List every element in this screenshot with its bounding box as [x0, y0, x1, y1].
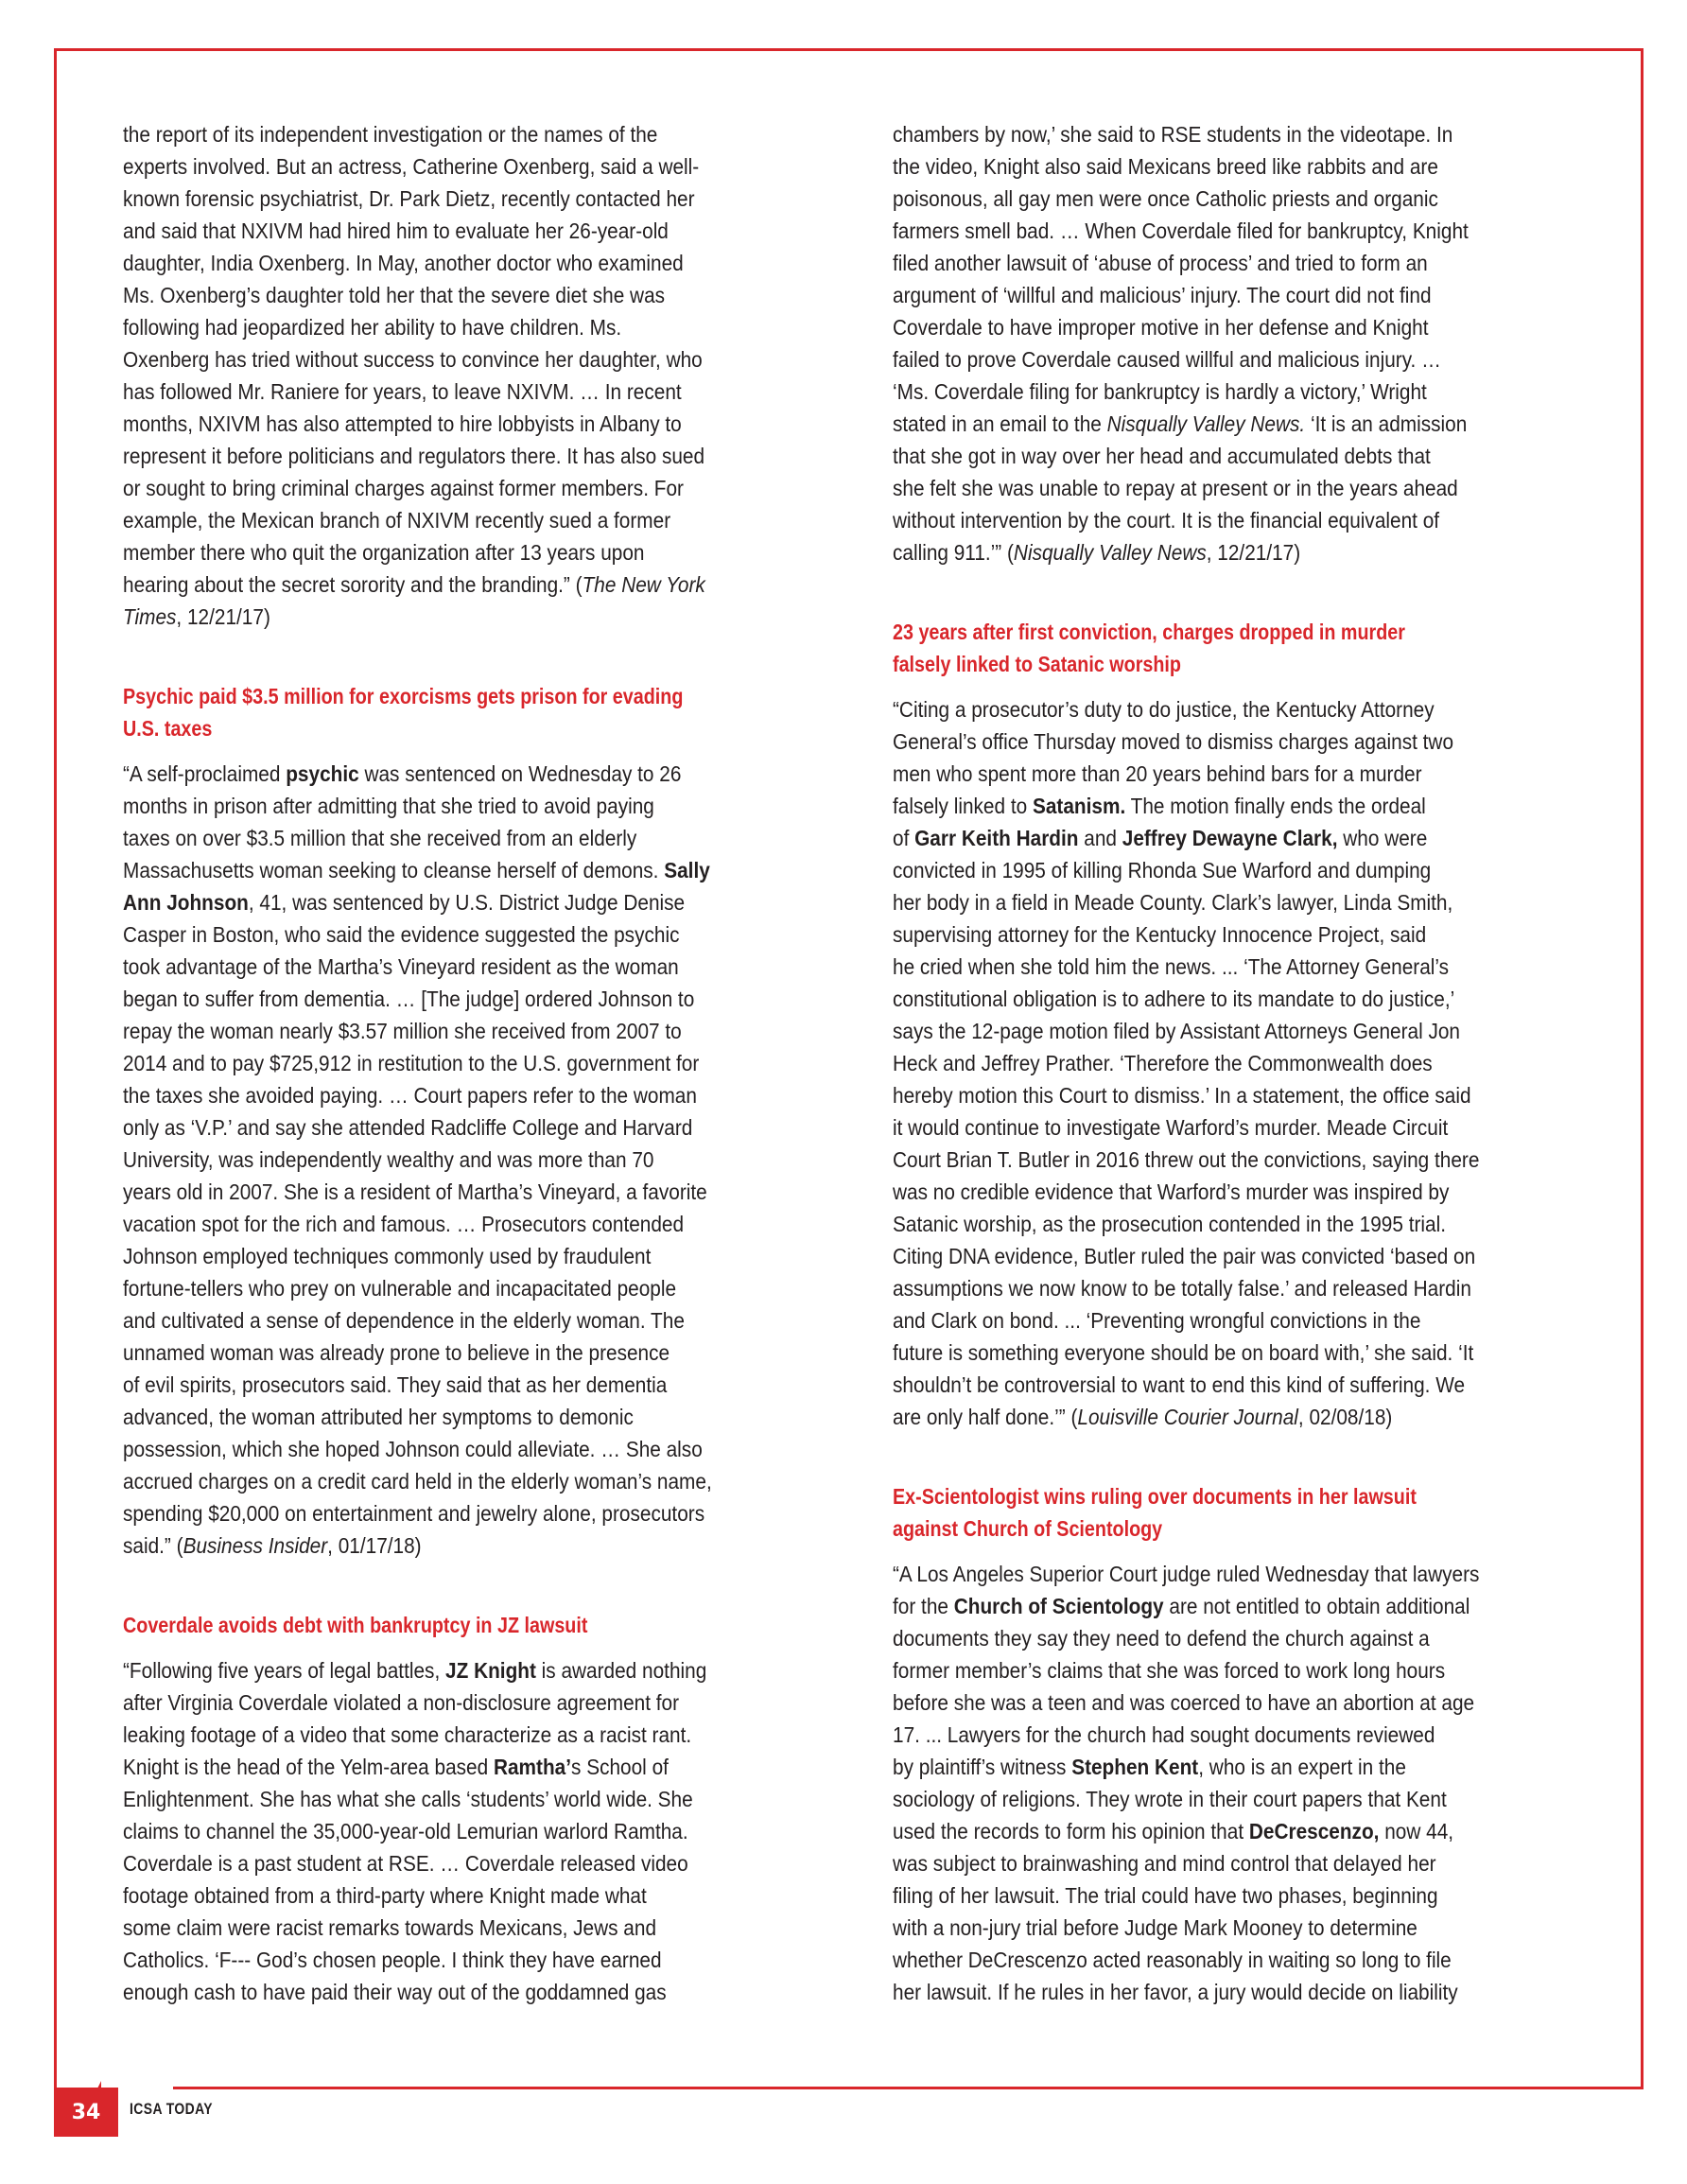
magazine-title: ICSA TODAY — [130, 2100, 214, 2118]
text-line — [893, 1686, 1562, 1719]
text-line — [893, 343, 1562, 376]
text-run: was sentenced on Wednesday to 26 — [358, 761, 682, 786]
text-run: is awarded nothing — [535, 1658, 707, 1683]
text-run: sociology of religions. They wrote in their court papers that Kent — [893, 1787, 1447, 1811]
text-line — [123, 1111, 792, 1144]
text-run: possession, which she hoped Johnson could alleviate. … She also — [123, 1437, 703, 1461]
text-run: falsely linked to — [893, 794, 1033, 818]
text-line — [123, 758, 792, 790]
text-run: Casper in Boston, who said the evidence suggested the psychic — [123, 922, 680, 947]
text-line — [893, 1015, 1562, 1047]
italic-source: Nisqually Valley News — [1013, 540, 1207, 565]
text-line — [123, 886, 792, 918]
text-line — [123, 1719, 792, 1751]
text-line — [123, 1433, 792, 1465]
text-run: repay the woman nearly $3.57 million she received from 2007 to — [123, 1019, 682, 1043]
text-line — [893, 1976, 1562, 2008]
text-run: documents they say they need to defend the church against a — [893, 1626, 1430, 1651]
text-line — [893, 1912, 1562, 1944]
text-line — [123, 1912, 792, 1944]
text-run: calling 911.’” ( — [893, 540, 1014, 565]
text-run: accrued charges on a credit card held in the elderly woman’s name, — [123, 1469, 712, 1494]
text-line — [123, 1240, 792, 1272]
section-spacer — [123, 1562, 879, 1609]
text-line — [123, 536, 792, 568]
text-line — [123, 1304, 792, 1337]
text-run: spending $20,000 on entertainment and jewelry alone, prosecutors — [123, 1501, 705, 1526]
text-line — [893, 1480, 1528, 1512]
article-paragraph — [123, 758, 879, 1562]
text-line — [123, 118, 792, 150]
text-run: claims to channel the 35,000-year-old Lemurian warlord Ramtha. — [123, 1819, 688, 1843]
text-run: that she got in way over her head and accumulated debts that — [893, 444, 1431, 468]
text-line — [893, 1815, 1562, 1847]
text-run: it would continue to investigate Warford’s murder. Meade Circuit — [893, 1115, 1449, 1140]
text-run: enough cash to have paid their way out of the goddamned gas — [123, 1980, 667, 2004]
article-headline — [123, 680, 879, 744]
text-line — [893, 918, 1562, 951]
text-line — [893, 1654, 1562, 1686]
text-run: Catholics. ‘F--- God’s chosen people. I think they have earned — [123, 1948, 662, 1972]
text-run: some claim were racist remarks towards Mexicans, Jews and — [123, 1915, 657, 1940]
text-run: Satanic worship, as the prosecution contended in the 1995 trial. — [893, 1212, 1447, 1236]
text-run: whether DeCrescenzo acted reasonably in waiting so long to file — [893, 1948, 1452, 1972]
text-run: , 41, was sentenced by U.S. District Judge Denise — [248, 890, 686, 915]
text-run: Oxenberg has tried without success to convince her daughter, who — [123, 347, 703, 372]
bold-text: Ramtha’ — [493, 1755, 572, 1779]
text-line — [893, 1369, 1562, 1401]
text-run: , 01/17/18) — [327, 1533, 422, 1558]
text-run: Massachusetts woman seeking to cleanse herself of demons. — [123, 858, 665, 882]
text-line — [123, 1529, 792, 1562]
text-run: “Citing a prosecutor’s duty to do justice, the Kentucky Attorney — [893, 697, 1435, 722]
text-line — [123, 1401, 792, 1433]
text-line — [893, 1208, 1562, 1240]
text-run: , who is an expert in the — [1198, 1755, 1406, 1779]
text-line — [893, 247, 1562, 279]
text-line — [123, 680, 758, 712]
headline-gap — [893, 680, 1649, 693]
text-line — [893, 983, 1562, 1015]
text-run: of evil spirits, prosecutors said. They said that as her dementia — [123, 1372, 668, 1397]
text-line — [893, 1176, 1562, 1208]
text-run: former member’s claims that she was forced to work long hours — [893, 1658, 1446, 1683]
text-run: and said that NXIVM had hired him to evaluate her 26-year-old — [123, 218, 669, 243]
text-run: shouldn’t be controversial to want to end this kind of suffering. We — [893, 1372, 1466, 1397]
text-line — [893, 215, 1562, 247]
text-run: Coverdale to have improper motive in her defense and Knight — [893, 315, 1429, 340]
text-run: Coverdale is a past student at RSE. … Coverdale released video — [123, 1851, 688, 1876]
text-line — [123, 1783, 792, 1815]
italic-source: The New York — [582, 572, 705, 597]
text-run: failed to prove Coverdale caused willful and malicious injury. … — [893, 347, 1441, 372]
text-run: “A self-proclaimed — [123, 761, 287, 786]
text-run: advanced, the woman attributed her symptoms to demonic — [123, 1405, 634, 1429]
text-run: and — [1078, 826, 1122, 850]
text-run: only as ‘V.P.’ and say she attended Radcliffe College and Harvard — [123, 1115, 693, 1140]
text-run: following had jeopardized her ability to have children. Ms. — [123, 315, 622, 340]
text-run: her body in a field in Meade County. Clark’s lawyer, Linda Smith, — [893, 890, 1453, 915]
text-line — [893, 1944, 1562, 1976]
text-run: constitutional obligation is to adhere to its mandate to do justice,’ — [893, 987, 1455, 1011]
text-line — [893, 1401, 1562, 1433]
text-run: , 12/21/17) — [1206, 540, 1301, 565]
text-line — [893, 408, 1562, 440]
text-run: has followed Mr. Raniere for years, to leave NXIVM. … In recent — [123, 379, 682, 404]
text-run: Citing DNA evidence, Butler ruled the pair was convicted ‘based on — [893, 1244, 1476, 1268]
italic-source: Nisqually Valley News. — [1106, 411, 1306, 436]
text-line — [893, 1719, 1562, 1751]
text-line — [123, 247, 792, 279]
text-run: stated in an email to the — [893, 411, 1107, 436]
headline-gap — [123, 1641, 879, 1654]
text-run: or sought to bring criminal charges against former members. For — [123, 476, 684, 500]
bold-text: Garr Keith Hardin — [914, 826, 1079, 850]
text-run: men who spent more than 20 years behind bars for a murder — [893, 761, 1422, 786]
text-run: said.” ( — [123, 1533, 183, 1558]
text-line — [123, 311, 792, 343]
bold-text: Sally — [664, 858, 710, 882]
bold-text: Satanism. — [1032, 794, 1126, 818]
text-run: against Church of Scientology — [893, 1516, 1163, 1541]
text-line — [123, 1654, 792, 1686]
text-line — [123, 440, 792, 472]
text-line — [893, 854, 1562, 886]
text-line — [893, 1047, 1562, 1079]
text-run: he cried when she told him the news. ... ‘The Attorney General’s — [893, 954, 1450, 979]
text-line — [893, 1111, 1562, 1144]
text-line — [893, 472, 1562, 504]
text-run: after Virginia Coverdale violated a non-disclosure agreement for — [123, 1690, 680, 1715]
text-run: 23 years after first conviction, charges dropped in murder — [893, 620, 1405, 644]
text-run: taxes on over $3.5 million that she received from an elderly — [123, 826, 637, 850]
text-line — [893, 376, 1562, 408]
section-spacer — [123, 633, 879, 680]
text-line — [893, 758, 1562, 790]
text-run: supervising attorney for the Kentucky Innocence Project, said — [893, 922, 1427, 947]
text-run: Heck and Jeffrey Prather. ‘Therefore the Commonwealth does — [893, 1051, 1433, 1075]
text-line — [123, 215, 792, 247]
article-paragraph — [123, 1654, 879, 2008]
text-run: vacation spot for the rich and famous. … Prosecutors contended — [123, 1212, 685, 1236]
text-run: farmers smell bad. … When Coverdale filed for bankruptcy, Knight — [893, 218, 1469, 243]
text-run: experts involved. But an actress, Catherine Oxenberg, said a well- — [123, 154, 700, 179]
bold-text: Church of Scientology — [953, 1594, 1164, 1618]
text-run: leaking footage of a video that some characterize as a racist rant. — [123, 1722, 692, 1747]
text-run: argument of ‘willful and malicious’ injury. The court did not find — [893, 283, 1432, 307]
text-run: and Clark on bond. ... ‘Preventing wrongful convictions in the — [893, 1308, 1421, 1333]
text-line — [123, 951, 792, 983]
text-line — [123, 1751, 792, 1783]
text-run: Knight is the head of the Yelm-area based — [123, 1755, 494, 1779]
text-run: hereby motion this Court to dismiss.’ In a statement, the office said — [893, 1083, 1471, 1108]
text-line — [123, 601, 792, 633]
text-line — [123, 376, 792, 408]
text-run: her lawsuit. If he rules in her favor, a jury would decide on liability — [893, 1980, 1458, 2004]
text-run: “Following five years of legal battles, — [123, 1658, 446, 1683]
text-line — [123, 1144, 792, 1176]
text-run: “A Los Angeles Superior Court judge ruled Wednesday that lawyers — [893, 1562, 1480, 1586]
text-line — [893, 536, 1562, 568]
text-line — [893, 1079, 1562, 1111]
text-run: years old in 2007. She is a resident of Martha’s Vineyard, a favorite — [123, 1179, 707, 1204]
text-run: by plaintiff’s witness — [893, 1755, 1072, 1779]
text-line — [893, 279, 1562, 311]
text-run: ‘Ms. Coverdale filing for bankruptcy is hardly a victory,’ Wright — [893, 379, 1427, 404]
text-run: she felt she was unable to repay at present or in the years ahead — [893, 476, 1458, 500]
article-headline — [893, 1480, 1649, 1545]
text-run: University, was independently wealthy and was more than 70 — [123, 1147, 654, 1172]
bold-text: Jeffrey Dewayne Clark, — [1122, 826, 1338, 850]
text-run: filing of her lawsuit. The trial could have two phases, beginning — [893, 1883, 1438, 1908]
text-run: before she was a teen and was coerced to have an abortion at age — [893, 1690, 1475, 1715]
text-line — [893, 150, 1562, 183]
text-line — [893, 183, 1562, 215]
text-run: was subject to brainwashing and mind control that delayed her — [893, 1851, 1436, 1876]
text-run: Enlightenment. She has what she calls ‘students’ world wide. She — [123, 1787, 693, 1811]
text-line — [123, 790, 792, 822]
text-line — [893, 1879, 1562, 1912]
text-line — [893, 1512, 1528, 1545]
text-line — [123, 1465, 792, 1497]
text-line — [123, 854, 792, 886]
text-line — [123, 822, 792, 854]
text-line — [123, 279, 792, 311]
bold-text: Ann Johnson — [123, 890, 249, 915]
text-line — [893, 311, 1562, 343]
text-line — [123, 1944, 792, 1976]
text-run: 2014 and to pay $725,912 in restitution to the U.S. government for — [123, 1051, 700, 1075]
text-run: was no credible evidence that Warford’s murder was inspired by — [893, 1179, 1450, 1204]
text-line — [123, 1369, 792, 1401]
text-line — [123, 1047, 792, 1079]
text-run: fortune-tellers who prey on vulnerable and incapacitated people — [123, 1276, 677, 1301]
page-number-badge — [54, 2088, 118, 2137]
italic-source: Business Insider — [183, 1533, 328, 1558]
text-run: Ex-Scientologist wins ruling over documents in her lawsuit — [893, 1484, 1417, 1509]
text-line — [893, 693, 1562, 725]
text-run: without intervention by the court. It is the financial equivalent of — [893, 508, 1440, 533]
text-line — [893, 1783, 1562, 1815]
italic-source: Times — [123, 604, 177, 629]
text-line — [123, 1815, 792, 1847]
text-line — [123, 983, 792, 1015]
text-line — [123, 712, 758, 744]
text-run: with a non-jury trial before Judge Mark Mooney to determine — [893, 1915, 1417, 1940]
text-line — [893, 1304, 1562, 1337]
text-line — [123, 472, 792, 504]
text-run: says the 12-page motion filed by Assistant Attorneys General Jon — [893, 1019, 1461, 1043]
text-line — [893, 886, 1562, 918]
text-line — [893, 1240, 1562, 1272]
article-paragraph — [893, 1558, 1649, 2008]
text-run: member there who quit the organization after 13 years upon — [123, 540, 645, 565]
text-line — [123, 1976, 792, 2008]
text-line — [123, 504, 792, 536]
text-run: for the — [893, 1594, 954, 1618]
text-line — [123, 1079, 792, 1111]
text-run: Psychic paid $3.5 million for exorcisms gets prison for evading — [123, 684, 684, 708]
article-paragraph — [123, 118, 879, 633]
page-number: 34 — [71, 2100, 101, 2124]
text-line — [893, 951, 1562, 983]
text-run: assumptions we now know to be totally false.’ and released Hardin — [893, 1276, 1471, 1301]
text-line — [123, 1609, 758, 1641]
text-line — [123, 1015, 792, 1047]
section-spacer — [893, 1433, 1649, 1480]
text-run: U.S. taxes — [123, 716, 213, 741]
bold-text: psychic — [286, 761, 359, 786]
article-paragraph — [893, 118, 1649, 568]
text-line — [123, 1686, 792, 1719]
text-line — [893, 790, 1562, 822]
text-run: chambers by now,’ she said to RSE students in the videotape. In — [893, 122, 1453, 147]
text-line — [893, 648, 1528, 680]
article-paragraph — [893, 693, 1649, 1433]
text-line — [893, 1144, 1562, 1176]
text-line — [893, 118, 1562, 150]
text-line — [123, 568, 792, 601]
text-line — [123, 1208, 792, 1240]
text-run: filed another lawsuit of ‘abuse of process’ and tried to form an — [893, 251, 1428, 275]
text-run: are not entitled to obtain additional — [1163, 1594, 1470, 1618]
text-run: General’s office Thursday moved to dismiss charges against two — [893, 729, 1454, 754]
text-run: Court Brian T. Butler in 2016 threw out the convictions, saying there — [893, 1147, 1480, 1172]
text-run: the video, Knight also said Mexicans breed like rabbits and are — [893, 154, 1438, 179]
text-run: known forensic psychiatrist, Dr. Park Dietz, recently contacted her — [123, 186, 695, 211]
text-run: ‘It is an admission — [1305, 411, 1468, 436]
text-run: Coverdale avoids debt with bankruptcy in JZ lawsuit — [123, 1613, 588, 1637]
text-line — [123, 1337, 792, 1369]
bold-text: DeCrescenzo, — [1248, 1819, 1380, 1843]
left-column — [123, 118, 879, 2008]
right-column — [893, 118, 1649, 2008]
text-run: of — [893, 826, 915, 850]
text-line — [123, 1847, 792, 1879]
text-line — [893, 440, 1562, 472]
text-run: used the records to form his opinion that — [893, 1819, 1249, 1843]
text-line — [893, 1590, 1562, 1622]
text-run: 17. ... Lawyers for the church had sought documents reviewed — [893, 1722, 1435, 1747]
text-line — [893, 1622, 1562, 1654]
text-run: future is something everyone should be on board with,’ she said. ‘It — [893, 1340, 1474, 1365]
text-line — [893, 822, 1562, 854]
text-run: began to suffer from dementia. … [The judge] ordered Johnson to — [123, 987, 695, 1011]
text-line — [123, 343, 792, 376]
text-run: are only half done.’” ( — [893, 1405, 1078, 1429]
text-run: Ms. Oxenberg’s daughter told her that the severe diet she was — [123, 283, 666, 307]
text-line — [123, 408, 792, 440]
text-run: months, NXIVM has also attempted to hire lobbyists in Albany to — [123, 411, 682, 436]
text-run: the taxes she avoided paying. … Court papers refer to the woman — [123, 1083, 697, 1108]
text-line — [893, 616, 1528, 648]
text-run: unnamed woman was already prone to believe in the presence — [123, 1340, 670, 1365]
bold-text: JZ Knight — [445, 1658, 536, 1683]
footer-rule — [173, 2087, 1641, 2089]
text-line — [893, 725, 1562, 758]
text-run: months in prison after admitting that she tried to avoid paying — [123, 794, 654, 818]
text-run: took advantage of the Martha’s Vineyard resident as the woman — [123, 954, 679, 979]
article-headline — [123, 1609, 879, 1641]
italic-source: Louisville Courier Journal — [1077, 1405, 1298, 1429]
bold-text: Stephen Kent — [1071, 1755, 1199, 1779]
text-run: hearing about the secret sorority and the branding.” ( — [123, 572, 583, 597]
text-run: convicted in 1995 of killing Rhonda Sue Warford and dumping — [893, 858, 1432, 882]
text-run: example, the Mexican branch of NXIVM recently sued a former — [123, 508, 671, 533]
text-run: falsely linked to Satanic worship — [893, 652, 1181, 676]
text-run: The motion finally ends the ordeal — [1125, 794, 1426, 818]
article-headline — [893, 616, 1649, 680]
text-run: Johnson employed techniques commonly used by fraudulent — [123, 1244, 652, 1268]
section-spacer — [893, 568, 1649, 616]
text-run: footage obtained from a third-party where Knight made what — [123, 1883, 647, 1908]
headline-gap — [893, 1545, 1649, 1558]
text-run: poisonous, all gay men were once Catholic priests and organic — [893, 186, 1438, 211]
text-line — [123, 1272, 792, 1304]
text-line — [893, 1272, 1562, 1304]
text-run: and cultivated a sense of dependence in the elderly woman. The — [123, 1308, 685, 1333]
text-run: represent it before politicians and regulators there. It has also sued — [123, 444, 705, 468]
text-line — [123, 1497, 792, 1529]
text-line — [893, 1847, 1562, 1879]
text-line — [123, 183, 792, 215]
text-run: the report of its independent investigation or the names of the — [123, 122, 658, 147]
text-run: , 12/21/17) — [176, 604, 270, 629]
text-run: daughter, India Oxenberg. In May, another doctor who examined — [123, 251, 684, 275]
text-run: now 44, — [1379, 1819, 1454, 1843]
text-line — [123, 150, 792, 183]
text-run: who were — [1337, 826, 1428, 850]
text-line — [893, 1337, 1562, 1369]
text-run: s School of — [571, 1755, 669, 1779]
text-line — [893, 504, 1562, 536]
text-line — [893, 1558, 1562, 1590]
text-line — [123, 918, 792, 951]
text-line — [893, 1751, 1562, 1783]
text-line — [123, 1176, 792, 1208]
text-line — [123, 1879, 792, 1912]
headline-gap — [123, 744, 879, 758]
text-run: , 02/08/18) — [1297, 1405, 1393, 1429]
